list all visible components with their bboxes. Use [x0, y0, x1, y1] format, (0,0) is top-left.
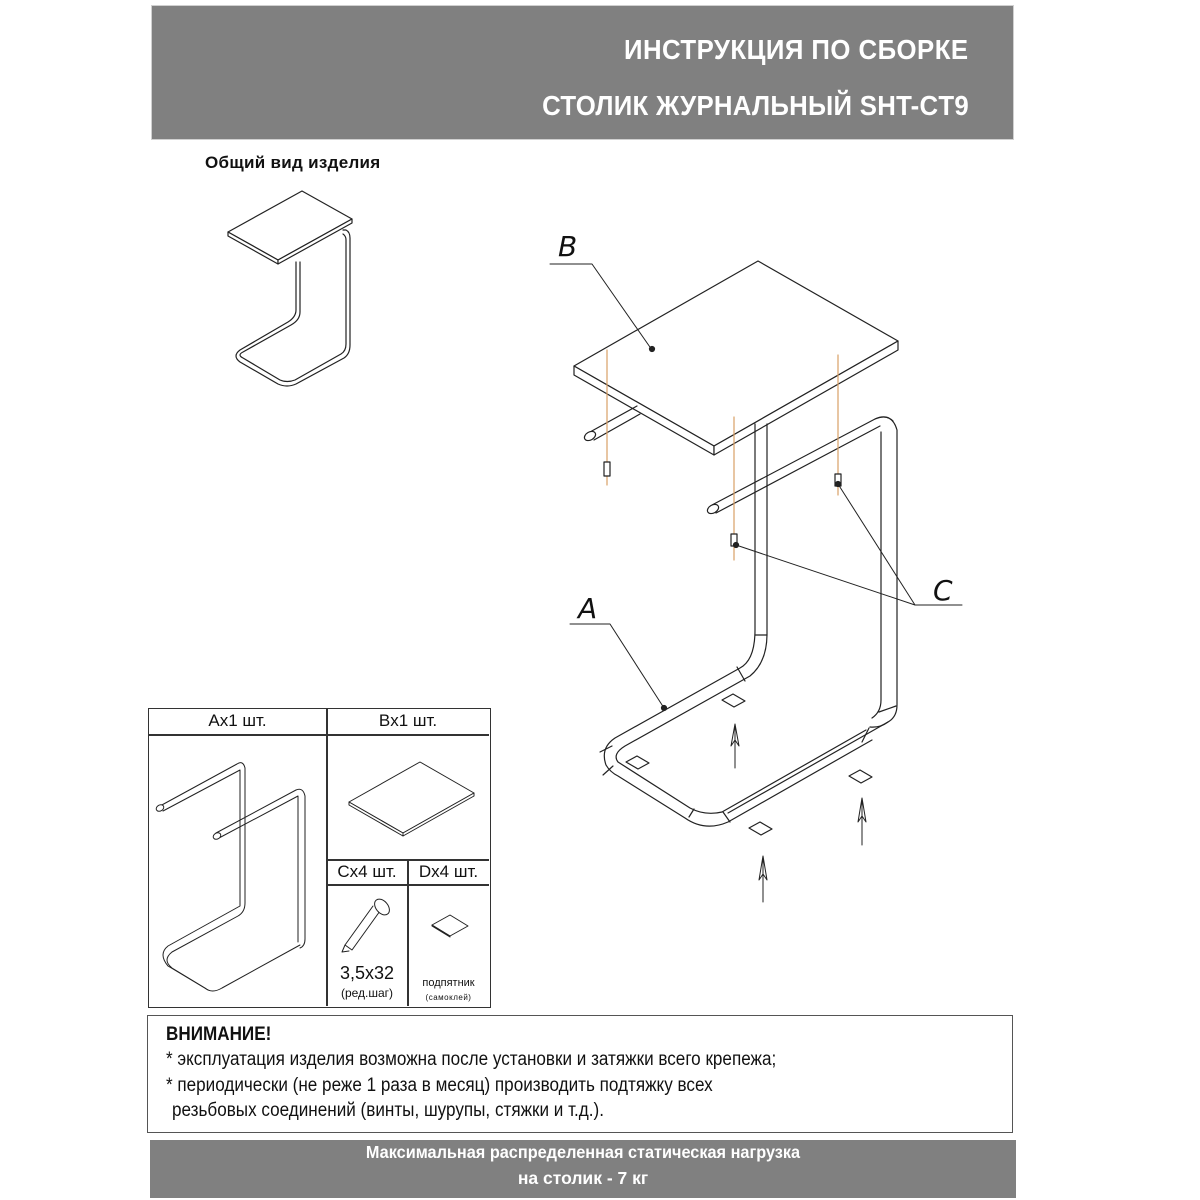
- product-name: СТОЛИК ЖУРНАЛЬНЫЙ SHT-CT9: [542, 90, 969, 121]
- part-A-label: Ax1 шт.: [208, 711, 267, 730]
- attention-line: * эксплуатация изделия возможна после установки и затяжки всего крепежа;: [166, 1049, 777, 1070]
- table-divider: [326, 709, 328, 1006]
- attention-title: ВНИМАНИЕ!: [166, 1024, 272, 1045]
- attention-line: резьбовых соединений (винты, шурупы, стяжки и т.д.).: [172, 1100, 604, 1121]
- document-title: ИНСТРУКЦИЯ ПО СБОРКЕ: [624, 34, 969, 65]
- callout-C: C: [933, 574, 953, 607]
- part-C-spec: 3,5x32: [339, 963, 395, 983]
- callout-B: B: [558, 230, 578, 263]
- exploded-assembly: [550, 261, 962, 902]
- part-D-spec: подпятник: [422, 977, 475, 989]
- parts-table: [148, 708, 491, 1008]
- attention-line: * периодически (не реже 1 раза в месяц) производить подтяжку всех: [166, 1075, 713, 1096]
- part-C-note: (ред.шаг): [340, 986, 394, 1000]
- max-load-text: Максимальная распределенная статическая нагрузка: [365, 1142, 801, 1162]
- part-D-label: Dx4 шт.: [418, 862, 479, 881]
- part-C-label: Cx4 шт.: [337, 862, 397, 881]
- callout-A: A: [578, 592, 598, 625]
- max-load-banner: [150, 1140, 1016, 1198]
- part-B-label: Bx1 шт.: [378, 711, 438, 730]
- part-D-note: (самоклей): [425, 993, 472, 1002]
- overview-title: Общий вид изделия: [205, 153, 381, 172]
- max-load-value: на столик - 7 кг: [517, 1168, 649, 1188]
- attention-box: [147, 1015, 1013, 1133]
- table-divider: [149, 734, 489, 736]
- overview-table-illustration: [228, 191, 352, 386]
